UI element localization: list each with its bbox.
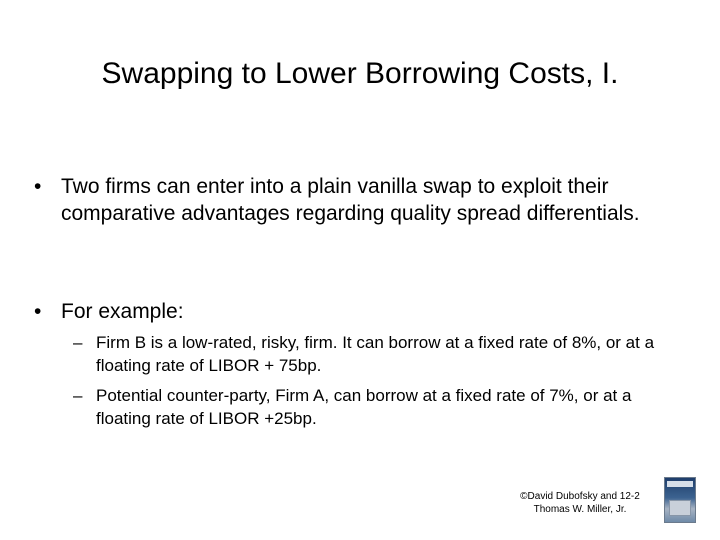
sub-bullet-marker: – bbox=[73, 333, 83, 352]
bullet-text: Two firms can enter into a plain vanilla swap to exploit their comparative advantages regarding quality spread differentials. bbox=[61, 175, 640, 225]
sub-bullet-item bbox=[73, 331, 683, 377]
cover-picture bbox=[669, 500, 691, 516]
slide-title: Swapping to Lower Borrowing Costs, I. bbox=[101, 57, 619, 90]
book-cover-thumbnail bbox=[664, 477, 696, 523]
cover-title-band bbox=[667, 481, 693, 487]
footer-line: Thomas W. Miller, Jr. bbox=[533, 504, 627, 515]
bullet-text: For example: bbox=[61, 300, 184, 323]
sub-bullet-text: Firm B is a low-rated, risky, firm. It can borrow at a fixed rate of 8%, or at a floating rate of LIBOR + 75bp. bbox=[96, 333, 655, 375]
bullet-marker: • bbox=[34, 300, 42, 323]
sub-bullet-item bbox=[73, 384, 683, 430]
sub-bullet-text: Potential counter-party, Firm A, can borrow at a fixed rate of 7%, or at a floating rate of LIBOR +25bp. bbox=[96, 386, 632, 428]
bullet-item bbox=[34, 298, 674, 325]
bullet-marker: • bbox=[34, 175, 42, 198]
sub-bullet-marker: – bbox=[73, 386, 83, 405]
footer-line: ©David Dubofsky and 12-2 bbox=[520, 491, 640, 502]
bullet-item bbox=[34, 173, 674, 227]
copyright-footer bbox=[500, 490, 660, 516]
